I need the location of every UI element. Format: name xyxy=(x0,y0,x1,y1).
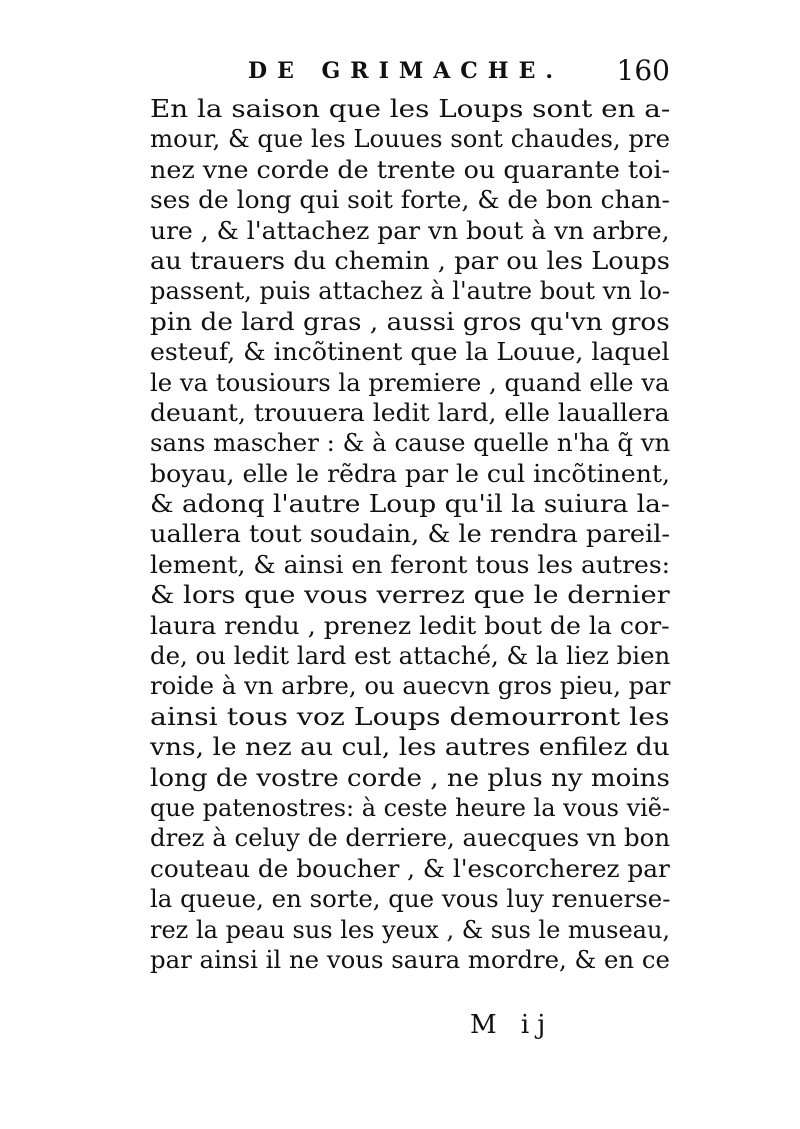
text-line: laura rendu , prenez ledit bout de la cor- xyxy=(150,611,670,640)
text-line: long de vostre corde , ne plus ny moins xyxy=(150,763,670,792)
running-title: DE GRIMACHE. xyxy=(248,58,564,84)
text-line: passent, puis attachez à l'autre bout vn lo- xyxy=(150,277,670,306)
text-line: la queue, en sorte, que vous luy renuerse- xyxy=(150,885,671,914)
text-line: & lors que vous verrez que le dernier xyxy=(150,581,670,610)
text-line: vns, le nez au cul, les autres enfilez du xyxy=(150,733,670,762)
text-line: drez à celuy de derriere, auecques vn bon xyxy=(150,824,671,853)
text-line: roide à vn arbre, ou auecvn gros pieu, par xyxy=(150,672,671,701)
text-line: au trauers du chemin , par ou les Loups xyxy=(150,246,670,275)
text-line: le va tousiours la premiere , quand elle va xyxy=(150,368,670,397)
text-line: nez vne corde de trente ou quarante toi- xyxy=(150,155,671,184)
text-line: que patenostres: à ceste heure la vous viẽ- xyxy=(150,793,671,822)
text-line: boyau, elle le rẽdra par le cul incõtinent, xyxy=(150,459,670,488)
text-line: couteau de boucher , & l'escorcherez par xyxy=(150,854,670,883)
text-line: deuant, trouuera ledit lard, elle lauallera xyxy=(150,398,670,427)
text-line: uallera tout soudain, & le rendra pareil- xyxy=(150,520,671,549)
text-line: de, ou ledit lard est attaché, & la liez bien xyxy=(150,642,671,671)
text-line: rez la peau sus les yeux , & sus le museau, xyxy=(150,915,671,944)
text-line: ure , & l'attachez par vn bout à vn arbre, xyxy=(150,216,670,245)
text-line: lement, & ainsi en feront tous les autres: xyxy=(150,550,671,579)
text-line: par ainsi il ne vous saura mordre, & en ce xyxy=(150,945,670,974)
text-line: En la saison que les Loups sont en a- xyxy=(150,95,671,123)
text-line: & adonq l'autre Loup qu'il la suiura la- xyxy=(150,490,670,519)
running-head xyxy=(150,54,670,92)
text-block xyxy=(150,94,670,975)
text-line: pin de lard gras , aussi gros qu'vn gros xyxy=(150,307,670,336)
text-line: ses de long qui soit forte, & de bon chan- xyxy=(150,186,670,215)
page-number: 160 xyxy=(616,54,670,87)
text-line: mour, & que les Louues sont chaudes, pre xyxy=(150,125,671,154)
text-line: esteuf, & incõtinent que la Louue, laquel xyxy=(150,338,670,367)
text-line: sans mascher : & à cause quelle n'ha q̃ vn xyxy=(150,429,671,458)
text-line: ainsi tous voz Loups demourront les xyxy=(150,702,670,731)
signature-mark: M ij xyxy=(470,1010,554,1040)
